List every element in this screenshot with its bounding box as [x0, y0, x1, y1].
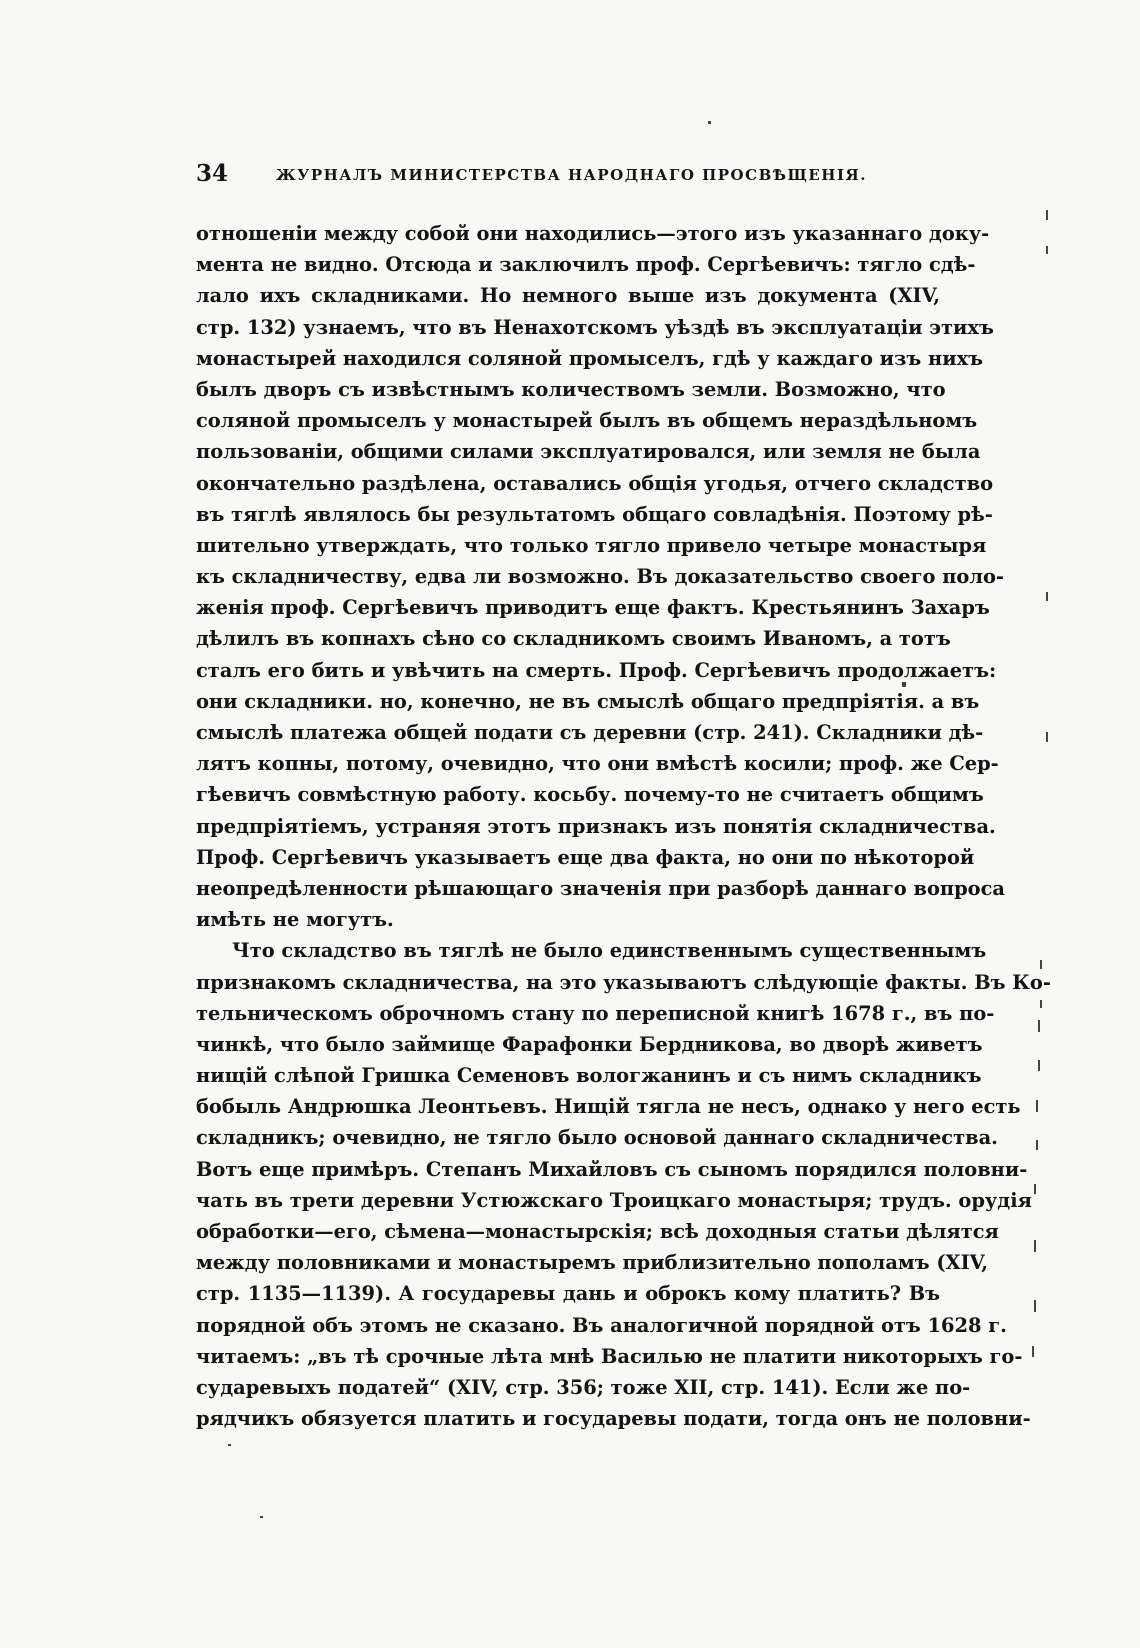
scan-speck — [228, 1444, 231, 1446]
page-header — [196, 160, 916, 190]
text-line: къ складничеству, едва ли возможно. Въ доказательство своего поло- — [196, 565, 1004, 589]
text-line: бобыль Андрюшка Леонтьевъ. Нищій тягла не несъ, однако у него есть — [196, 1095, 1021, 1119]
scan-speck — [1036, 1140, 1038, 1150]
text-line: соляной промыселъ у монастырей былъ въ общемъ нераздѣльномъ — [196, 409, 978, 433]
text-line: порядной объ этомъ не сказано. Въ аналогичной порядной отъ 1628 г. — [196, 1313, 1007, 1337]
scan-speck — [1046, 732, 1048, 742]
text-line: сталъ его бить и увѣчить на смерть. Проф. Сергѣевичъ продолжаетъ: — [196, 658, 997, 682]
text-line: сударевыхъ податей“ (XIV, стр. 356; тоже XII, стр. 141). Если же по- — [196, 1375, 971, 1399]
body-text — [196, 218, 1051, 1434]
text-line: былъ дворъ съ извѣстнымъ количествомъ земли. Возможно, что — [196, 377, 946, 401]
text-line: мента не видно. Отсюда и заключилъ проф. Сергѣевичъ: тягло сдѣ- — [196, 253, 976, 277]
text-line: чинкѣ, что было займище Фарафонки Бердникова, во дворѣ живетъ — [196, 1032, 983, 1056]
text-line: монастырей находился соляной промыселъ, гдѣ у каждаго изъ нихъ — [196, 346, 984, 370]
scan-speck — [1034, 1240, 1036, 1252]
text-line: рядчикъ обязуется платить и государевы подати, тогда онъ не половни- — [196, 1407, 1031, 1431]
text-line: отношеніи между собой они находились—этого изъ указаннаго доку- — [196, 222, 990, 245]
scan-speck — [1032, 1346, 1034, 1357]
text-line: смыслѣ платежа общей подати съ деревни (стр. 241). Складники дѣ- — [196, 721, 984, 744]
scan-speck — [1038, 1060, 1040, 1071]
text-line: Проф. Сергѣевичъ указываетъ еще два факта, но они по нѣкоторой — [196, 845, 975, 869]
page-number: 34 — [196, 160, 229, 187]
text-line: между половниками и монастыремъ приблизительно пополамъ (XIV, — [196, 1251, 989, 1275]
text-line: обработки—его, сѣмена—монастырскія; всѣ доходныя статьи дѣлятся — [196, 1220, 999, 1243]
text-line: пользованіи, общими силами эксплуатировался, или земля не была — [196, 440, 981, 464]
scan-speck — [902, 682, 906, 687]
scan-speck — [1040, 960, 1042, 969]
text-line: дѣлилъ въ копнахъ сѣно со складникомъ своимъ Иваномъ, а тотъ — [196, 627, 951, 651]
scan-speck — [1034, 1300, 1036, 1312]
text-line: они складники. но, конечно, не въ смыслѣ общаго предпріятія. а въ — [196, 689, 980, 713]
text-line: женія проф. Сергѣевичъ приводитъ еще фактъ. Крестьянинъ Захаръ — [196, 596, 990, 620]
scan-speck — [1034, 1184, 1036, 1194]
text-line: лятъ копны, потому, очевидно, что они вмѣстѣ косили; проф. же Сер- — [196, 752, 999, 776]
text-line: читаемъ: „въ тѣ срочные лѣта мнѣ Василью не платити никоторыхъ го- — [196, 1344, 1023, 1368]
text-line: Вотъ еще примѣръ. Степанъ Михайловъ съ сыномъ порядился половни- — [196, 1157, 1028, 1181]
paragraph — [196, 935, 1051, 1434]
running-title: ЖУРНАЛЪ МИНИСТЕРСТВА НАРОДНАГО ПРОСВѢЩЕНІЯ. — [276, 166, 867, 184]
paragraph — [196, 218, 1005, 935]
scan-speck — [260, 1516, 263, 1518]
text-line: имѣть не могутъ. — [196, 908, 394, 932]
scan-speck — [1046, 246, 1048, 254]
text-line: шительно утверждать, что только тягло привело четыре монастыря — [196, 533, 987, 557]
text-line: лало ихъ складниками. Но немного выше изъ документа (XIV, — [196, 284, 940, 308]
text-line: признакомъ складничества, на это указываютъ слѣдующіе факты. Въ Ко- — [196, 970, 1051, 994]
scan-speck — [1038, 1020, 1040, 1032]
scan-speck — [1040, 1000, 1042, 1008]
text-line: неопредѣленности рѣшающаго значенія при разборѣ даннаго вопроса — [196, 876, 1005, 900]
scan-speck — [708, 121, 711, 124]
text-line: предпріятіемъ, устраняя этотъ признакъ изъ понятія складничества. — [196, 814, 996, 838]
scan-speck — [1036, 1100, 1038, 1112]
text-line: складникъ; очевидно, не тягло было основой даннаго складничества. — [196, 1126, 998, 1150]
text-line: нищій слѣпой Гришка Семеновъ вологжанинъ и съ нимъ складникъ — [196, 1064, 982, 1088]
text-line: окончательно раздѣлена, оставались общія угодья, отчего складство — [196, 471, 994, 495]
text-line: Что складство въ тяглѣ не было единственнымъ существеннымъ — [232, 939, 987, 963]
text-line: гѣевичъ совмѣстную работу. косьбу. почему-то не считаетъ общимъ — [196, 783, 984, 807]
text-line: въ тяглѣ являлось бы результатомъ общаго совладѣнія. Поэтому рѣ- — [196, 502, 993, 526]
scan-speck — [1046, 210, 1048, 220]
text-line: тельническомъ оброчномъ стану по переписной книгѣ 1678 г., въ по- — [196, 1001, 995, 1025]
text-line: стр. 1135—1139). А государевы дань и оброкъ кому платить? Въ — [196, 1282, 940, 1306]
text-line: чать въ трети деревни Устюжскаго Троицкаго монастыря; трудъ. орудія — [196, 1188, 1032, 1212]
text-line: стр. 132) узнаемъ, что въ Ненахотскомъ уѣздѣ въ эксплуатаціи этихъ — [196, 315, 994, 339]
scan-speck — [1046, 592, 1048, 601]
